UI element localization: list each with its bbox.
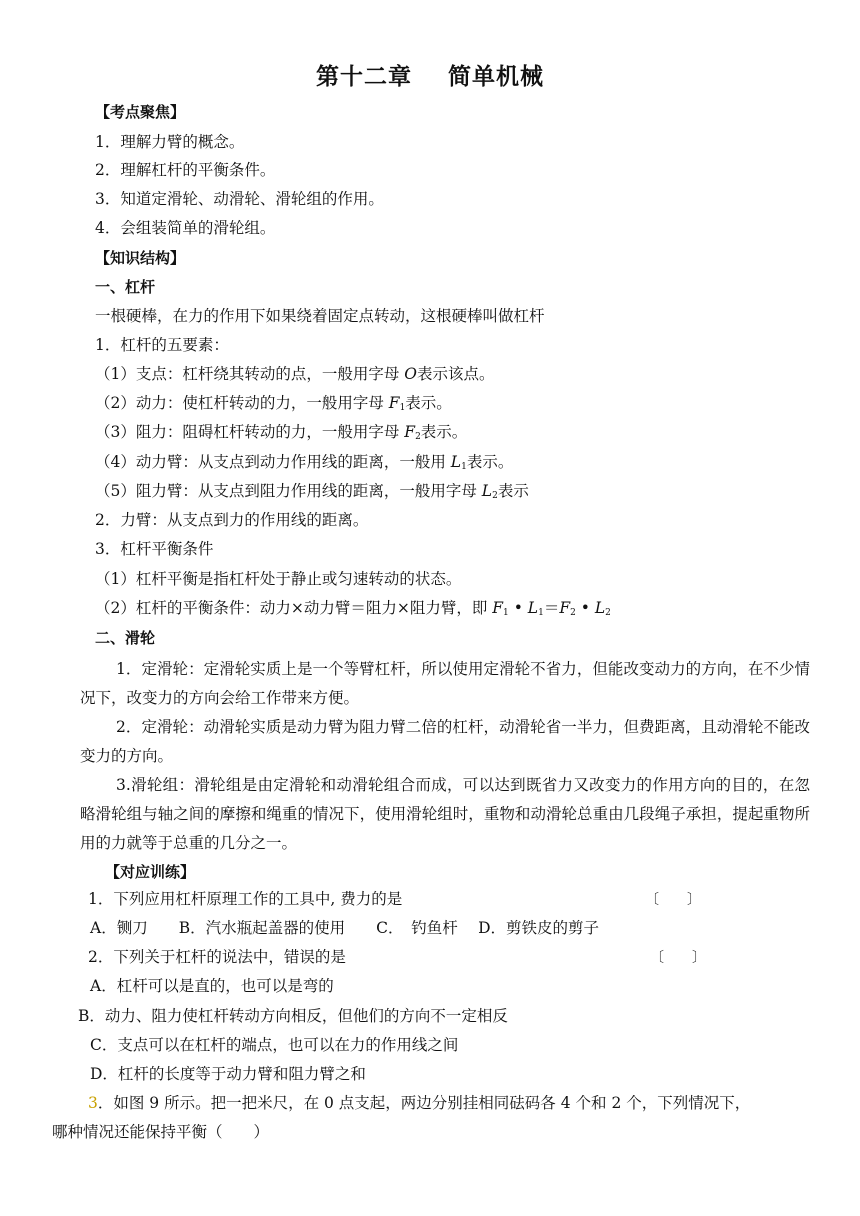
lever-arm-definition: 2．力臂：从支点到力的作用线的距离。 — [95, 511, 369, 529]
lever-five-elements: 1．杠杆的五要素： — [95, 336, 229, 354]
chapter-name: 简单机械 — [448, 64, 544, 90]
question-2-option-b: B．动力、阻力使杠杆转动方向相反，但他们的方向不一定相反 — [78, 1007, 508, 1025]
chapter-title — [0, 58, 860, 91]
question-1-options: A．铡刀 B．汽水瓶起盖器的使用 C． 钓鱼杆 D．剪铁皮的剪子 — [90, 919, 600, 937]
section-kaodian: 【考点聚焦】 — [95, 103, 186, 121]
lever-definition: 一根硬棒，在力的作用下如果绕着固定点转动，这根硬棒叫做杠杆 — [95, 307, 545, 325]
question-1: 1．下列应用杠杆原理工作的工具中, 费力的是 — [88, 890, 403, 908]
question-2-answer-bracket: 〔 〕 — [650, 950, 706, 966]
section-zhishi: 【知识结构】 — [95, 249, 186, 267]
pulley-paragraph-1: 1．定滑轮：定滑轮实质上是一个等臂杠杆，所以使用定滑轮不省力，但能改变动力的方向，在不少情况下，改变力的方向会给工作带来方便。 — [80, 660, 810, 707]
section-xunlian: 【对应训练】 — [105, 863, 196, 881]
lever-element-1: （1）支点：杠杆绕其转动的点，一般用字母 O表示该点。 — [95, 365, 495, 383]
question-2-option-a: A．杠杆可以是直的，也可以是弯的 — [90, 977, 334, 995]
question-2-option-c: C．支点可以在杠杆的端点，也可以在力的作用线之间 — [90, 1036, 459, 1054]
question-1-answer-bracket: 〔 〕 — [645, 892, 701, 908]
lever-element-4: （4）动力臂：从支点到动力作用线的距离，一般用 $L_1$表示。 — [95, 453, 514, 472]
question-2: 2．下列关于杠杆的说法中，错误的是 — [88, 948, 346, 966]
lever-heading: 一、杠杆 — [95, 278, 156, 296]
kaodian-item-2: 2．理解杠杆的平衡条件。 — [95, 161, 276, 179]
chapter-number: 第十二章 — [316, 64, 412, 90]
lever-element-2: （2）动力：使杠杆转动的力，一般用字母 $F_1$表示。 — [95, 394, 452, 413]
kaodian-item-4: 4．会组装简单的滑轮组。 — [95, 219, 276, 237]
question-3-line-2: 哪种情况还能保持平衡（ ） — [52, 1123, 270, 1141]
lever-element-3: （3）阻力：阻碍杠杆转动的力，一般用字母 $F_2$表示。 — [95, 423, 468, 442]
question-2-option-d: D．杠杆的长度等于动力臂和阻力臂之和 — [90, 1065, 366, 1083]
lever-element-5: （5）阻力臂：从支点到阻力作用线的距离，一般用字母 $L_2$表示 — [95, 482, 529, 501]
pulley-heading: 二、滑轮 — [95, 629, 156, 647]
question-3: 3．如图 9 所示。把一把米尺，在 0 点支起，两边分别挂相同砝码各 4 个和 2 个，下列情况下， — [88, 1094, 751, 1112]
question-3-number: 3 — [88, 1094, 98, 1112]
kaodian-item-1: 1．理解力臂的概念。 — [95, 133, 245, 151]
kaodian-item-3: 3．知道定滑轮、动滑轮、滑轮组的作用。 — [95, 190, 384, 208]
lever-balance-heading: 3．杠杆平衡条件 — [95, 540, 214, 558]
pulley-paragraph-3: 3.滑轮组：滑轮组是由定滑轮和动滑轮组合而成，可以达到既省力又改变力的作用方向的目的，在忽略滑轮组与轴之间的摩擦和绳重的情况下，使用滑轮组时，重物和动滑轮总重由几段绳子承担，提起重物所用的力就等于总重的几分之一。 — [80, 776, 810, 852]
lever-balance-2: （2）杠杆的平衡条件：动力×动力臂＝阻力×阻力臂，即 $F_1$ • $L_1=F_2$ • $L_2$ — [95, 599, 611, 618]
pulley-paragraph-2: 2．定滑轮：动滑轮实质是动力臂为阻力臂二倍的杠杆，动滑轮省一半力，但费距离，且动滑轮不能改变力的方向。 — [80, 718, 810, 765]
lever-balance-1: （1）杠杆平衡是指杠杆处于静止或匀速转动的状态。 — [95, 570, 462, 588]
